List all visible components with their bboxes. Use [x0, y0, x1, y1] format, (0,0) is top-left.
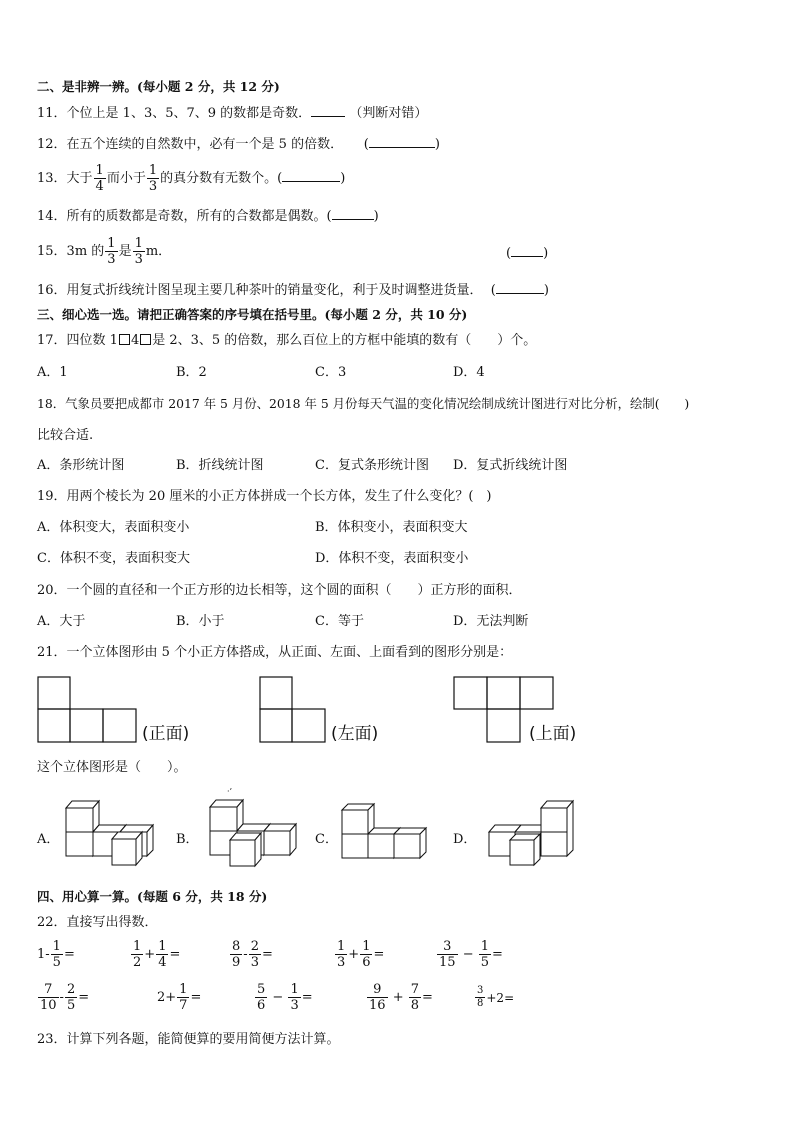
calc-item: $\frac{5}{6}$ − $\frac{1}{3}$ =	[257, 982, 313, 1013]
option-d-cube-figure[interactable]	[487, 798, 577, 868]
fraction: $\frac{1}{4}$	[95, 163, 104, 194]
question-23: 23．计算下列各题，能简便算的要用简便方法计算。	[37, 1032, 340, 1047]
question-11: 11．个位上是 1、3、5、7、9 的数都是奇数． （判断对错）	[37, 106, 428, 121]
left-view-figure	[259, 676, 327, 744]
option-a[interactable]: A．大于	[37, 614, 86, 629]
option-c-cube-figure[interactable]	[340, 802, 432, 868]
left-view-label: (左面)	[331, 724, 379, 744]
option-a[interactable]: A．条形统计图	[37, 458, 125, 473]
section3-heading: 三、细心选一选。请把正确答案的序号填在括号里。(每小题 2 分，共 10 分)	[37, 307, 468, 322]
option-c[interactable]: C．	[315, 832, 338, 847]
calc-item: 1- $\frac{1}{5}$ =	[37, 939, 75, 970]
question-16: 16．用复式折线统计图呈现主要几种茶叶的销量变化，利于及时调整进货量． ( )	[37, 283, 549, 298]
calc-item: $\frac{1}{2}$ + $\frac{1}{4}$ =	[133, 939, 181, 970]
svg-text:·’: ·’	[227, 787, 233, 796]
option-d[interactable]: D．	[453, 832, 477, 847]
option-d[interactable]: D．复式折线统计图	[453, 458, 568, 473]
calc-item: $\frac{8}{9}$ - $\frac{2}{3}$ =	[232, 939, 273, 970]
question-15: 15．3m 的 $\frac{1}{3}$ 是 $\frac{1}{3}$ m．	[37, 236, 172, 267]
option-d[interactable]: D．4	[453, 365, 485, 380]
question-17: 17．四位数 1 4 是 2、3、5 的倍数，那么百位上的方框中能填的数有（ ）个。	[37, 333, 537, 348]
question-13: 13．大于 $\frac{1}{4}$ 而小于 $\frac{1}{3}$ 的真分数有无数个。( )	[37, 163, 346, 194]
option-d[interactable]: D．无法判断	[453, 614, 529, 629]
option-b[interactable]: B．2	[176, 365, 207, 380]
option-c[interactable]: C．复式条形统计图	[315, 458, 429, 473]
question-12: 12．在五个连续的自然数中，必有一个是 5 的倍数． ( )	[37, 137, 440, 152]
answer-blank[interactable]	[282, 169, 340, 182]
calc-item: $\frac{3}{15}$ − $\frac{1}{5}$ =	[439, 939, 503, 970]
front-view-figure	[37, 676, 137, 744]
question-21-prompt: 这个立体图形是（ ）。	[37, 760, 187, 775]
option-b[interactable]: B．折线统计图	[176, 458, 264, 473]
option-d[interactable]: D．体积不变，表面积变小	[315, 551, 469, 566]
fraction: $\frac{1}{3}$	[148, 163, 158, 194]
question-19: 19．用两个棱长为 20 厘米的小正方体拼成一个长方体，发生了什么变化？( )	[37, 489, 492, 504]
calc-item: $\frac{1}{3}$ + $\frac{1}{6}$ =	[337, 939, 385, 970]
fraction: $\frac{1}{3}$	[107, 236, 116, 267]
option-b[interactable]: B．	[176, 832, 199, 847]
section4-heading: 四、用心算一算。(每题 6 分，共 18 分)	[37, 889, 268, 904]
answer-blank[interactable]	[311, 104, 345, 117]
question-21: 21．一个立体图形由 5 个小正方体搭成，从正面、左面、上面看到的图形分别是：	[37, 645, 513, 660]
calc-item: $\frac{9}{16}$ + $\frac{7}{8}$ =	[369, 982, 433, 1013]
blank-square	[119, 334, 130, 345]
option-a[interactable]: A．体积变大，表面积变小	[37, 520, 190, 535]
option-b[interactable]: B．体积变小，表面积变大	[315, 520, 468, 535]
answer-paren-15[interactable]: ( )	[506, 246, 549, 261]
blank-square	[140, 334, 151, 345]
front-view-label: (正面)	[142, 724, 190, 744]
calc-item: 2+ $\frac{1}{7}$ =	[157, 982, 202, 1013]
option-c[interactable]: C．3	[315, 365, 347, 380]
answer-blank[interactable]	[496, 281, 544, 294]
option-b[interactable]: B．小于	[176, 614, 225, 629]
question-18-line2: 比较合适.	[37, 428, 94, 443]
option-b-cube-figure[interactable]	[205, 786, 297, 870]
section2-heading: 二、是非辨一辨。(每小题 2 分，共 12 分)	[37, 79, 280, 94]
calc-item: $\frac{3}{8}$ +2=	[477, 985, 515, 1009]
option-c[interactable]: C．体积不变，表面积变大	[37, 551, 190, 566]
question-20: 20．一个圆的直径和一个正方形的边长相等，这个圆的面积（ ）正方形的面积．	[37, 583, 522, 598]
option-a[interactable]: A．	[37, 832, 60, 847]
answer-blank[interactable]	[332, 207, 374, 220]
option-c[interactable]: C．等于	[315, 614, 364, 629]
answer-blank[interactable]	[369, 135, 435, 148]
fraction: $\frac{1}{3}$	[134, 236, 143, 267]
calc-item: $\frac{7}{10}$ - $\frac{2}{5}$ =	[40, 982, 90, 1013]
option-a-cube-figure[interactable]	[62, 798, 154, 868]
question-14: 14．所有的质数都是奇数，所有的合数都是偶数。( )	[37, 209, 379, 224]
option-a[interactable]: A．1	[37, 365, 68, 380]
question-22: 22．直接写出得数．	[37, 915, 158, 930]
question-18-line1: 18．气象员要把成都市 2017 年 5 月份、2018 年 5 月份每天气温的变化情况绘制成统计图进行对比分析，绘制( )	[37, 396, 690, 411]
top-view-label: (上面)	[529, 724, 577, 744]
